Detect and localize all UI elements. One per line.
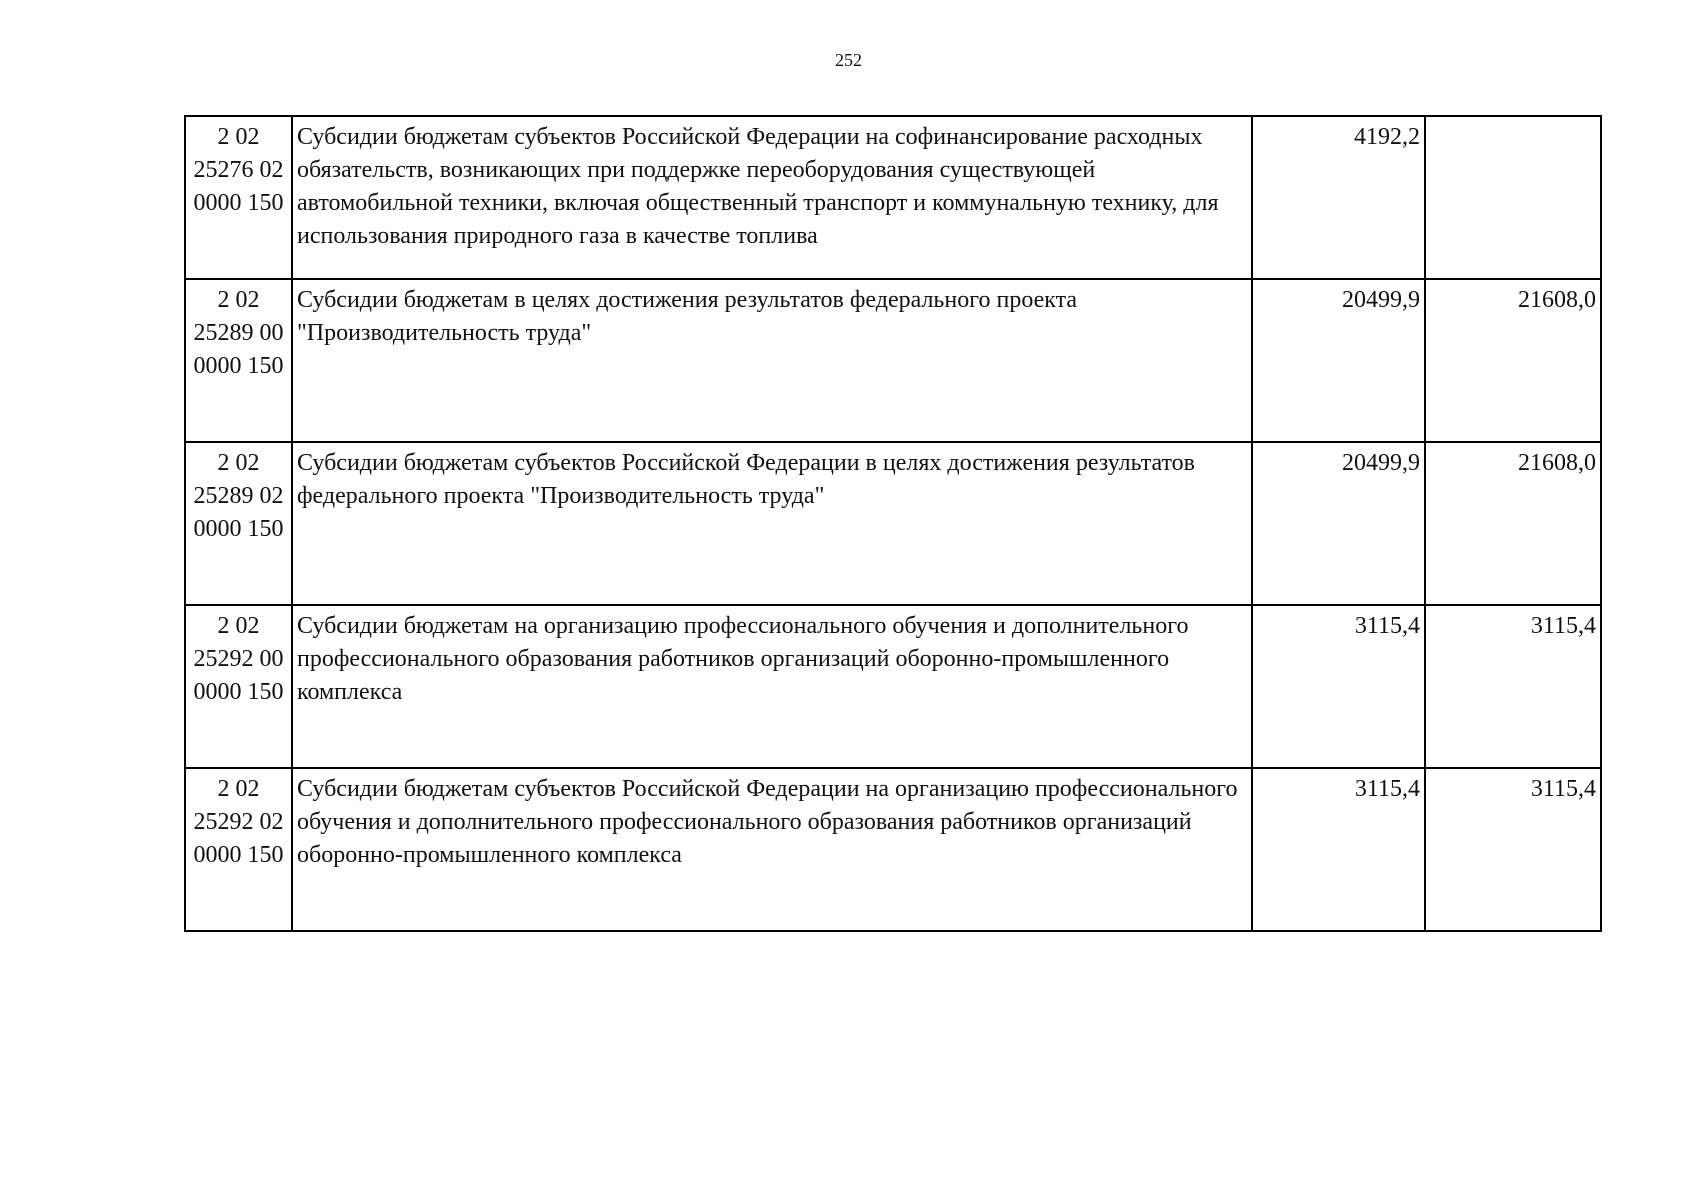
description-cell: Субсидии бюджетам на организацию профессионального обучения и дополнительного профессионального образования работников организаций оборонно-промышленного комплекса: [292, 605, 1252, 768]
budget-code-cell: [185, 116, 292, 279]
code-line: 0000 150: [193, 190, 284, 216]
budget-code-cell: [185, 605, 292, 768]
description-cell: Субсидии бюджетам в целях достижения результатов федерального проекта "Производительность труда": [292, 279, 1252, 442]
description-cell: Субсидии бюджетам субъектов Российской Федерации на софинансирование расходных обязательств, возникающих при поддержке переоборудования существующей автомобильной техники, включая общественный транспорт и коммунальную технику, для использования природного газа в качестве топлива: [292, 116, 1252, 279]
description-cell: Субсидии бюджетам субъектов Российской Федерации в целях достижения результатов федерального проекта "Производительность труда": [292, 442, 1252, 605]
code-line: 2 02: [217, 450, 260, 476]
table-row: [185, 605, 1601, 768]
code-line: 0000 150: [193, 679, 284, 705]
amount-cell-2: 3115,4: [1425, 768, 1601, 931]
code-line: 2 02: [217, 613, 260, 639]
amount-cell-1: 20499,9: [1252, 442, 1425, 605]
code-line: 0000 150: [193, 842, 284, 868]
budget-code-cell: [185, 442, 292, 605]
description-cell: Субсидии бюджетам субъектов Российской Федерации на организацию профессионального обучения и дополнительного профессионального образования работников организаций оборонно-промышленного комплекса: [292, 768, 1252, 931]
budget-table: [184, 115, 1602, 932]
table-row: [185, 116, 1601, 279]
code-line: 25289 02: [193, 483, 284, 509]
amount-cell-1: 3115,4: [1252, 605, 1425, 768]
code-line: 25276 02: [193, 157, 284, 183]
code-line: 25292 00: [193, 646, 284, 672]
amount-cell-1: 4192,2: [1252, 116, 1425, 279]
amount-cell-1: 20499,9: [1252, 279, 1425, 442]
code-line: 0000 150: [193, 516, 284, 542]
page-number: 252: [835, 50, 862, 70]
amount-cell-2: 3115,4: [1425, 605, 1601, 768]
table-row: [185, 279, 1601, 442]
code-line: 2 02: [217, 287, 260, 313]
table-row: [185, 768, 1601, 931]
code-line: 2 02: [217, 776, 260, 802]
budget-code-cell: [185, 768, 292, 931]
amount-cell-2: 21608,0: [1425, 279, 1601, 442]
code-line: 0000 150: [193, 353, 284, 379]
budget-code-cell: [185, 279, 292, 442]
code-line: 25289 00: [193, 320, 284, 346]
amount-cell-2: 21608,0: [1425, 442, 1601, 605]
amount-cell-2: [1425, 116, 1601, 279]
table-row: [185, 442, 1601, 605]
code-line: 2 02: [217, 124, 260, 150]
amount-cell-1: 3115,4: [1252, 768, 1425, 931]
code-line: 25292 02: [193, 809, 284, 835]
